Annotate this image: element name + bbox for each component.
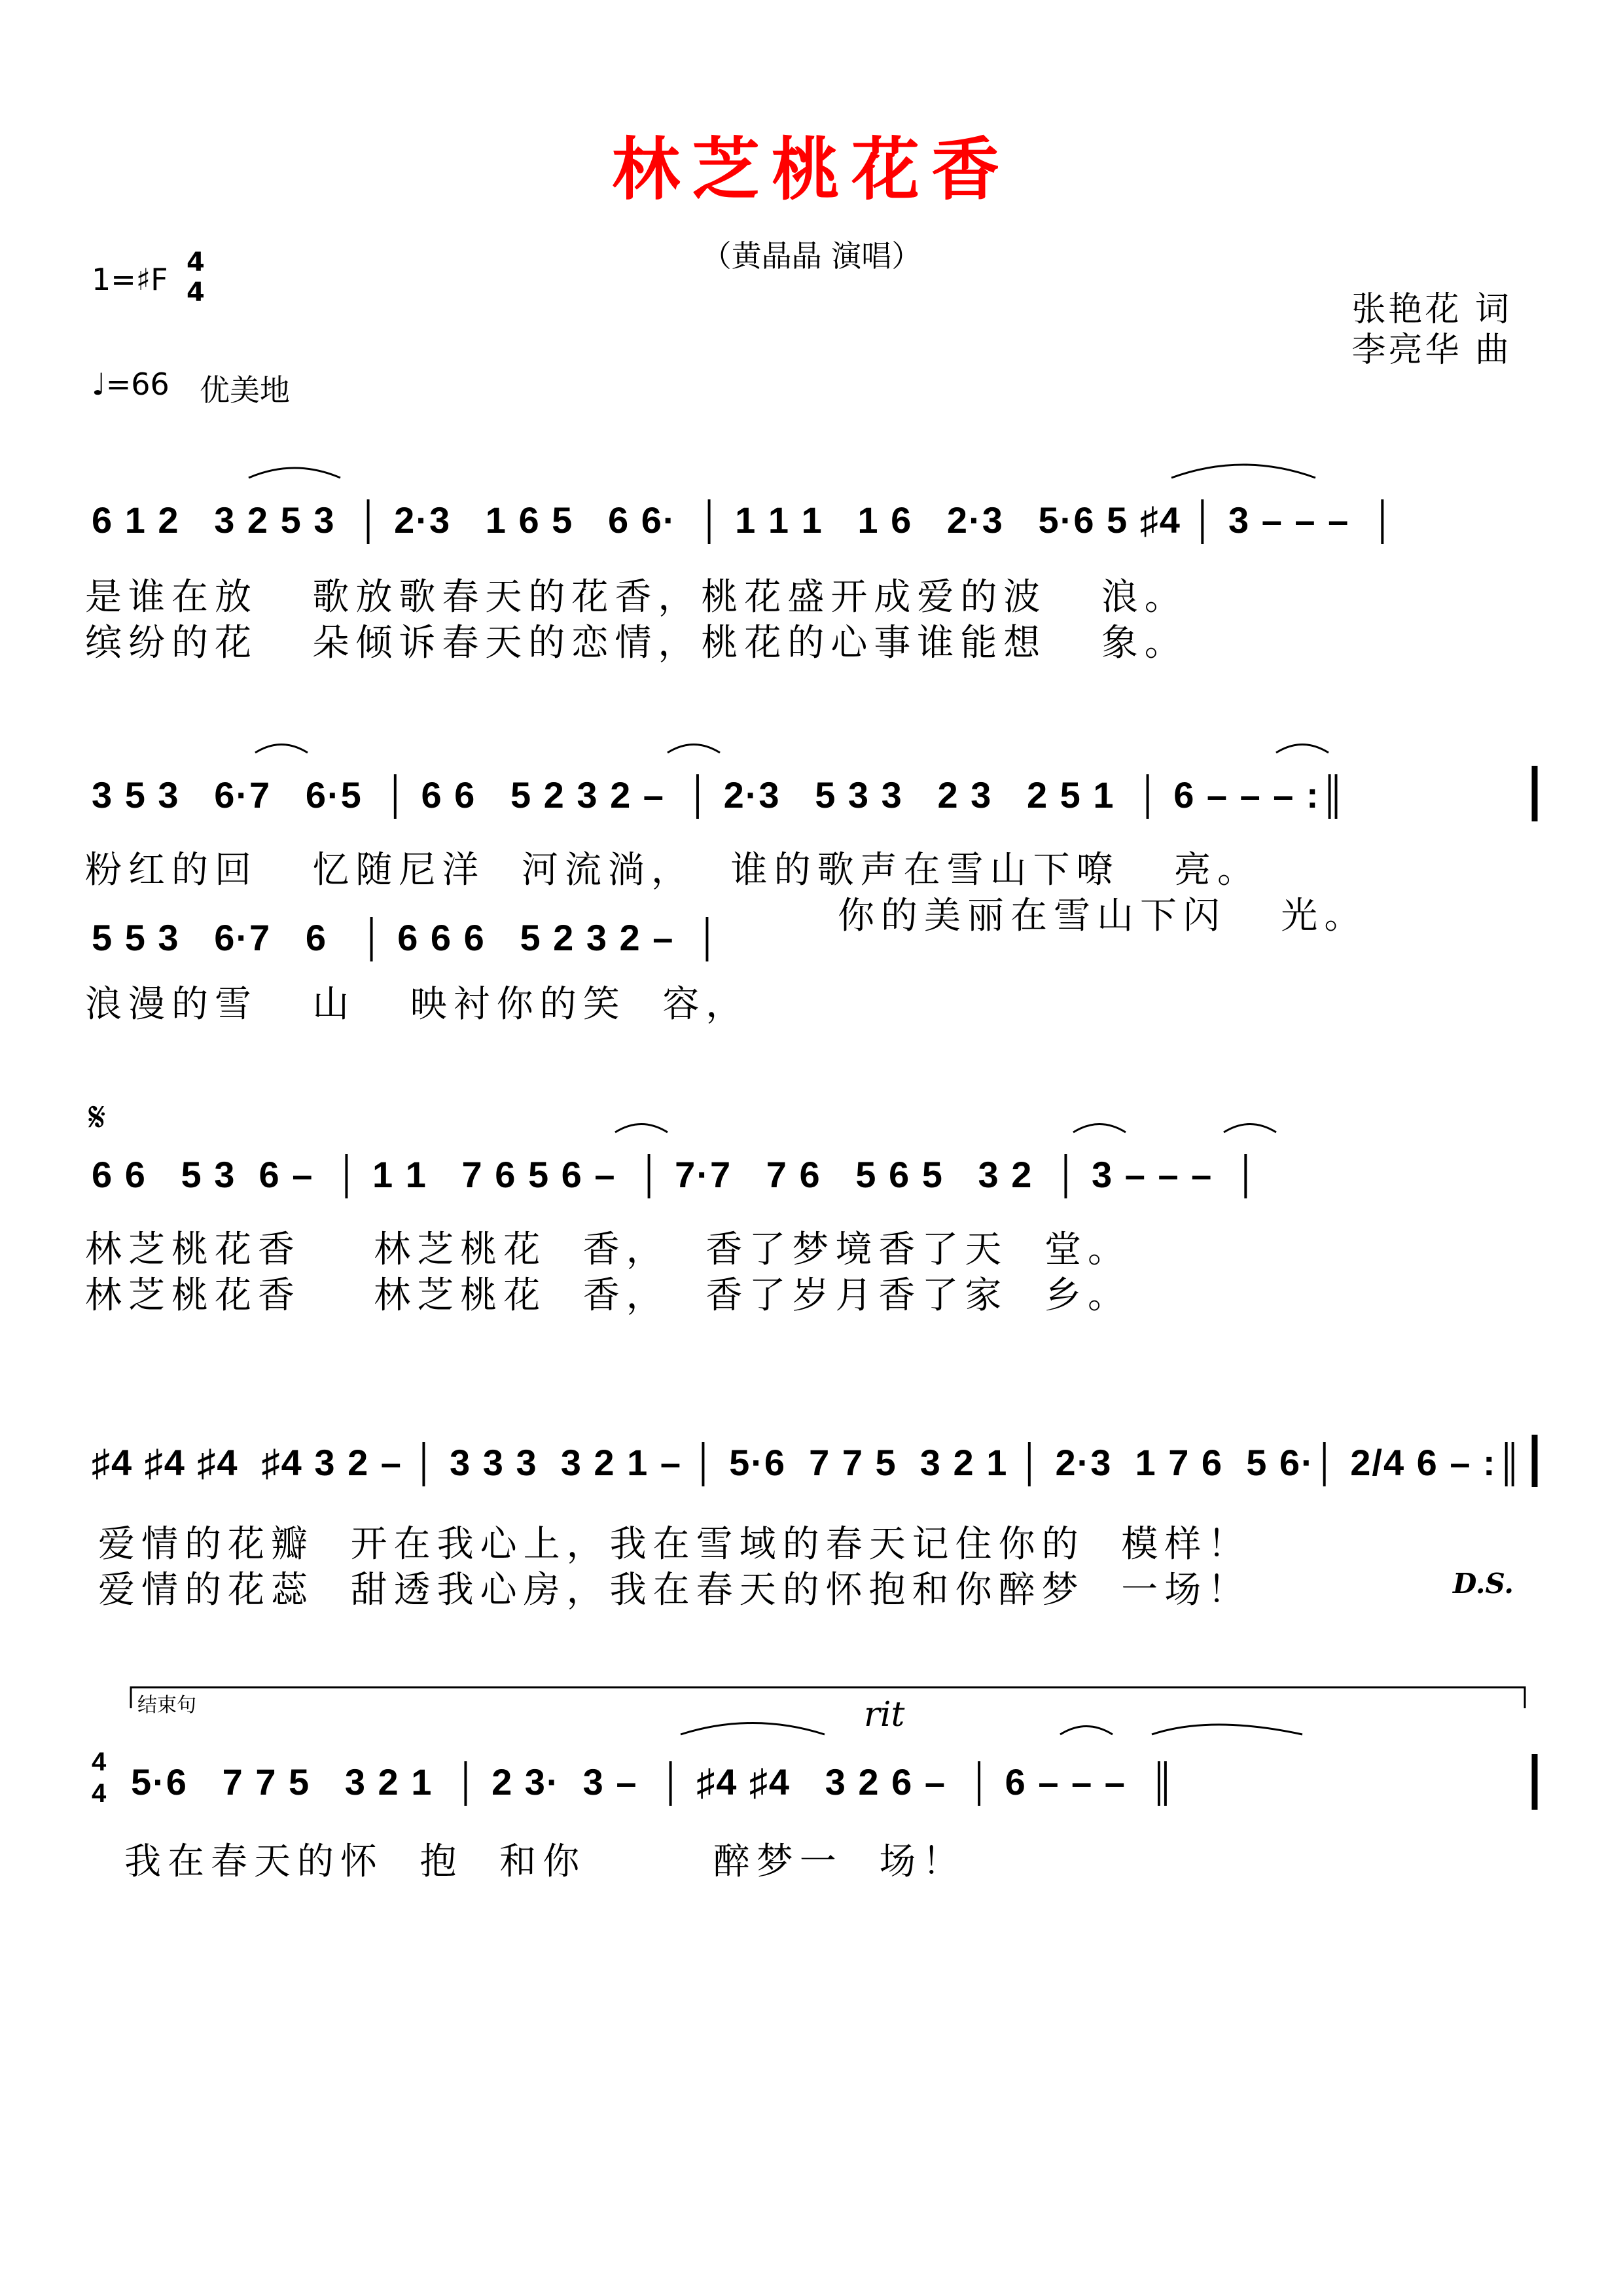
segno-sign: 𝄋 [88,1093,106,1141]
system2-notes-verse2: 5 5 3 6·7 6 │ 6 6 6 5 2 3 2 – │ [92,917,722,958]
key-signature: 1=♯F [92,262,168,297]
expression-marking: 优美地 [200,372,290,408]
slur [1276,745,1329,753]
slur [668,745,720,753]
slur [255,745,308,753]
time-signature-bottom: 4 [187,278,205,308]
system2-lyrics-verse2: 浪漫的雪 山 映衬你的笑 容， [85,983,749,1026]
system3-notes: 6 6 5 3 6 – │ 1 1 7 6 5 6 – │ 7·7 7 6 5 6 5 3 2 │ 3 – – – │ [92,1154,1260,1195]
ending-bracket [131,1687,1525,1708]
system5-lyrics: 我在春天的怀 抱 和你 醉梦一 场！ [124,1840,966,1883]
system4-notes: ♯4 ♯4 ♯4 ♯4 3 2 – │ 3 3 3 3 2 1 – │ 5·6 7 7 5 3 2 1 │ 2·3 1 7 6 5 6·│ 2/4 6 – :║ [92,1442,1524,1483]
time-signature-top: 4 [187,247,205,278]
system4-lyrics-verse2: 爱情的花蕊 甜透我心房，我在春天的怀抱和你醉梦 一场！ [98,1569,1251,1611]
dal-segno-marking: D.S. [1453,1568,1514,1600]
system2-notes-verse1: 3 5 3 6·7 6·5 │ 6 6 5 2 3 2 – │ 2·3 5 3 3 2 3 2 5 1 │ 6 – – – :║ [92,774,1347,816]
slur [1073,1124,1126,1133]
slur [1171,465,1315,478]
system5-time-top: 4 [92,1748,108,1776]
slur [1152,1725,1302,1734]
system2-lyrics-verse1: 粉红的回 忆随尼洋 河流淌， 谁的歌声在雪山下嘹 亮。 [85,849,1261,891]
song-title: 林芝桃花香 [611,130,1011,209]
system1-lyrics-verse2: 缤纷的花 朵倾诉春天的恋情，桃花的心事谁能想 象。 [85,622,1188,664]
system1-lyrics-verse1: 是谁在放 歌放歌春天的花香，桃花盛开成爱的波 浪。 [85,576,1188,619]
system5-notes: 5·6 7 7 5 3 2 1 │ 2 3· 3 – │ ♯4 ♯4 3 2 6 – │ 6 – – – ║ [131,1761,1177,1803]
system3-lyrics-verse2: 林芝桃花香 林芝桃花 香， 香了岁月香了家 乡。 [85,1274,1132,1317]
composer-credit: 李亮华 曲 [1351,331,1512,370]
slur [681,1723,825,1735]
system1-notes: 6 1 2 3 2 5 3 │ 2·3 1 6 5 6 6· │ 1 1 1 1 6 2·3 5·6 5 ♯4 │ 3 – – – │ [92,499,1397,541]
tempo-marking: ♩=66 [92,367,169,402]
system2-lyrics-verse2-ending: 你的美丽在雪山下闪 光。 [838,895,1368,937]
system4-lyrics-verse1: 爱情的花瓣 开在我心上，我在雪域的春天记住你的 模样！ [98,1523,1251,1566]
ending-label: 结束句 [137,1694,196,1717]
system3-lyrics-verse1: 林芝桃花香 林芝桃花 香， 香了梦境香了天 堂。 [85,1229,1132,1271]
slur [249,468,340,478]
slur [1224,1124,1276,1133]
ritardando-marking: rit [864,1695,905,1734]
slur [615,1124,668,1133]
lyricist-credit: 张艳花 词 [1351,290,1512,329]
system5-time-bottom: 4 [92,1779,108,1808]
performer-credit: （黄晶晶 演唱） [701,238,922,274]
slur [1060,1727,1113,1735]
